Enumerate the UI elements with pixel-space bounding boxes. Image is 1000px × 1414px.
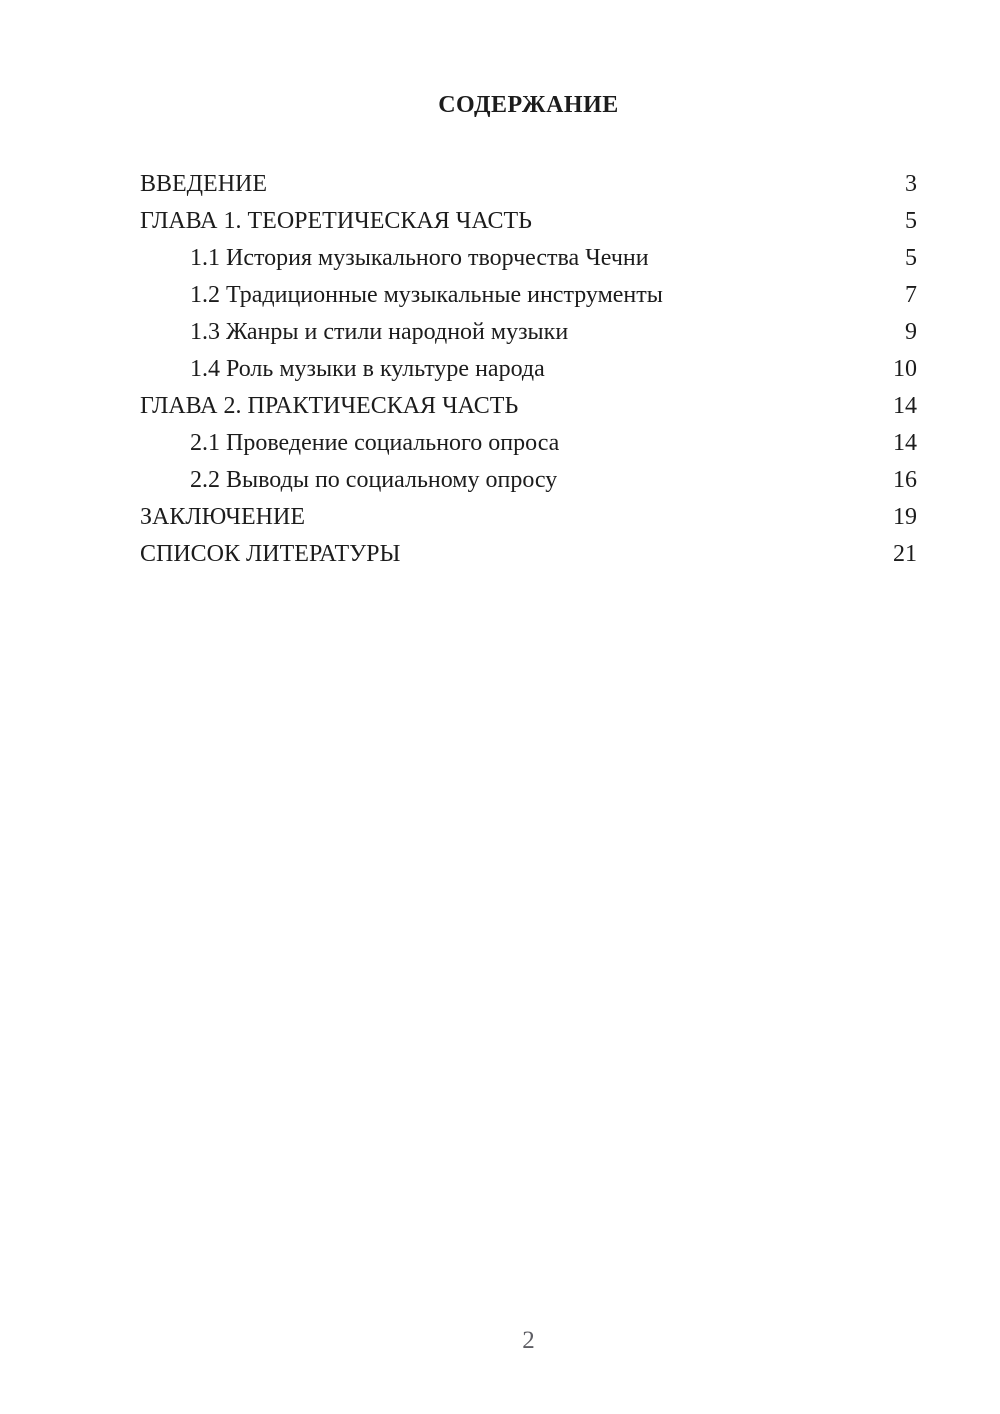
toc-row: [140, 351, 917, 388]
toc-list: [140, 166, 917, 573]
toc-entry-page: 5: [905, 208, 917, 234]
page-number: 2: [522, 1327, 535, 1354]
toc-row: [140, 536, 917, 573]
toc-entry-page: 14: [893, 430, 917, 456]
toc-row: [140, 499, 917, 536]
toc-entry-label: СПИСОК ЛИТЕРАТУРЫ: [140, 541, 401, 567]
toc-row: [140, 203, 917, 240]
toc-entry-page: 19: [893, 504, 917, 530]
toc-entry-label: ГЛАВА 2. ПРАКТИЧЕСКАЯ ЧАСТЬ: [140, 393, 519, 419]
toc-entry-page: 14: [893, 393, 917, 419]
toc-entry-label: 2.1 Проведение социального опроса: [190, 430, 560, 456]
toc-entry-label: ЗАКЛЮЧЕНИЕ: [140, 504, 305, 530]
toc-entry-page: 16: [893, 467, 917, 493]
toc-entry-label: ГЛАВА 1. ТЕОРЕТИЧЕСКАЯ ЧАСТЬ: [140, 208, 532, 234]
toc-entry-page: 9: [905, 319, 917, 345]
toc-entry-label: ВВЕДЕНИЕ: [140, 171, 268, 197]
toc-row: [140, 277, 917, 314]
toc-entry-page: 3: [905, 171, 917, 197]
toc-entry-page: 10: [893, 356, 917, 382]
toc-entry-page: 7: [905, 282, 917, 308]
toc-row: [140, 425, 917, 462]
toc-row: [140, 240, 917, 277]
toc-row: [140, 388, 917, 425]
toc-row: [140, 314, 917, 351]
toc-entry-label: 2.2 Выводы по социальному опросу: [190, 467, 558, 493]
toc-entry-page: 5: [905, 245, 917, 271]
toc-entry-page: 21: [893, 541, 917, 567]
toc-entry-label: 1.4 Роль музыки в культуре народа: [190, 356, 545, 382]
toc-row: [140, 166, 917, 203]
toc-row: [140, 462, 917, 499]
document-content: [140, 0, 917, 573]
toc-entry-label: 1.3 Жанры и стили народной музыки: [190, 319, 569, 345]
toc-title: СОДЕРЖАНИЕ: [438, 92, 619, 118]
toc-entry-label: 1.2 Традиционные музыкальные инструменты: [190, 282, 663, 308]
toc-entry-label: 1.1 История музыкального творчества Чечни: [190, 245, 649, 271]
